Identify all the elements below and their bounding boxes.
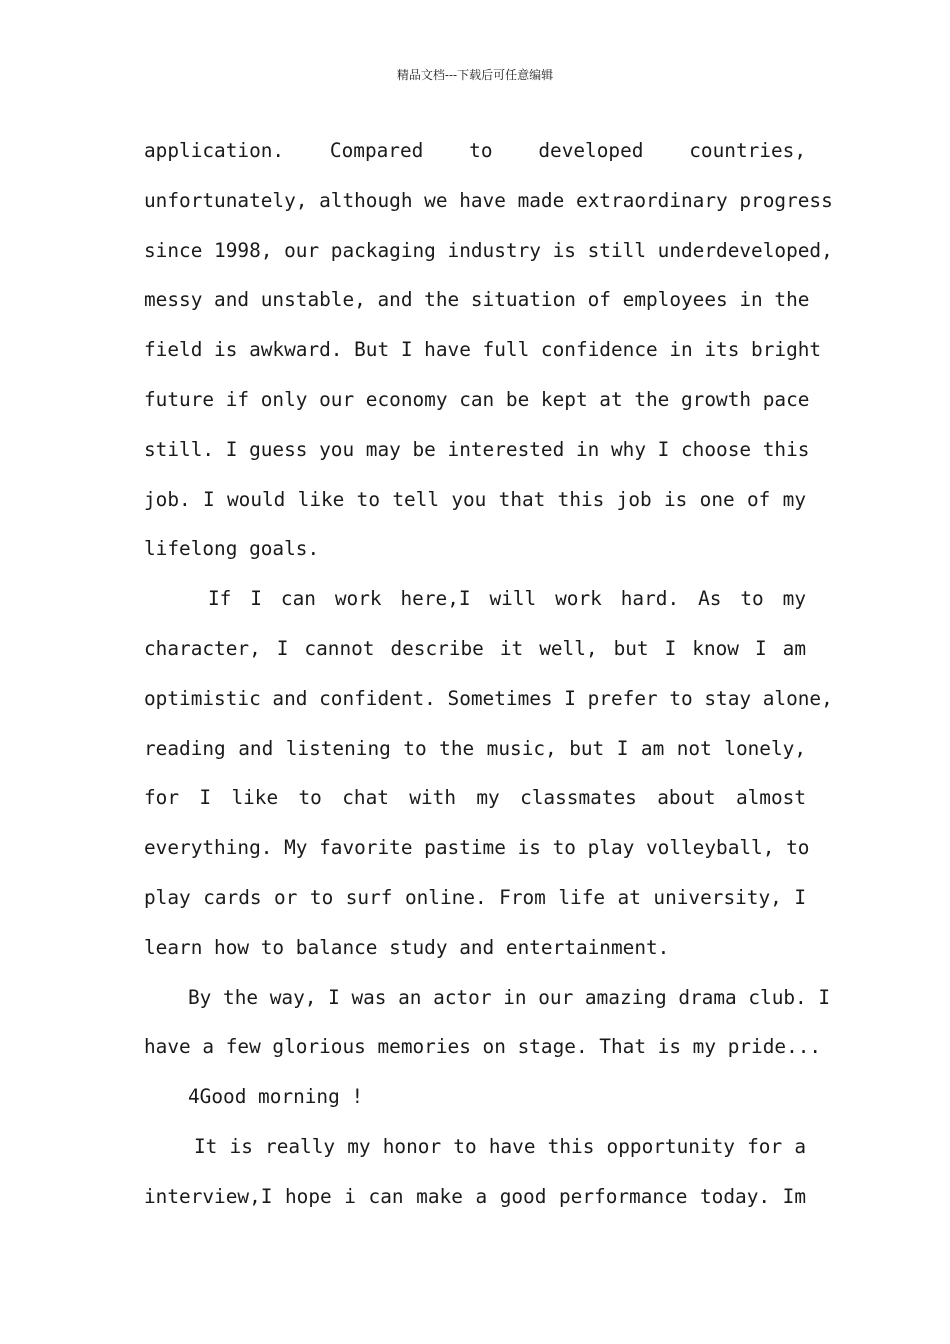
- text-line: future if only our economy can be kept at the growth pace: [144, 387, 810, 411]
- text-line: reading and listening to the music, but I am not lonely,: [144, 736, 806, 760]
- text-line: optimistic and confident. Sometimes I prefer to stay alone,: [144, 686, 833, 710]
- text-line: 4Good morning !: [188, 1085, 364, 1109]
- text-line: for I like to chat with my classmates about almost: [144, 786, 806, 810]
- text-line: lifelong goals.: [144, 537, 320, 561]
- text-line: messy and unstable, and the situation of employees in the: [144, 288, 810, 312]
- document-body: [144, 126, 833, 1222]
- text-line: By the way, I was an actor in our amazing drama club. I: [188, 985, 831, 1009]
- text-line: learn how to balance study and entertainment.: [144, 935, 670, 959]
- page-header: 精品文档---下载后可任意编辑: [396, 68, 554, 82]
- text-line: It is really my honor to have this opportunity for a: [194, 1134, 806, 1158]
- text-line: If I can work here,I will work hard. As to my: [208, 587, 806, 611]
- text-line: application. Compared to developed countries,: [144, 139, 806, 162]
- text-line: since 1998, our packaging industry is still underdeveloped,: [144, 238, 833, 262]
- text-line: unfortunately, although we have made extraordinary progress: [144, 188, 833, 212]
- text-line: character, I cannot describe it well, but I know I am: [144, 636, 806, 660]
- text-line: interview,I hope i can make a good performance today. Im: [144, 1184, 806, 1208]
- text-line: play cards or to surf online. From life at university, I: [144, 885, 806, 909]
- text-line: job. I would like to tell you that this job is one of my: [144, 487, 806, 511]
- text-line: field is awkward. But I have full confidence in its bright: [144, 338, 822, 362]
- text-line: have a few glorious memories on stage. That is my pride...: [144, 1035, 822, 1059]
- text-line: everything. My favorite pastime is to play volleyball, to: [144, 836, 810, 860]
- text-line: still. I guess you may be interested in why I choose this: [144, 437, 810, 461]
